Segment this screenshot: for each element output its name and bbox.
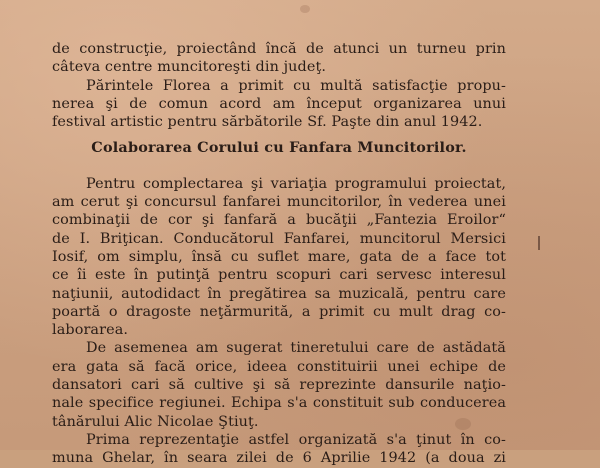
text-line: Pentru complectarea şi variaţia programului proiectat,	[86, 175, 506, 192]
text-line: tânărului Alic Nicolae Ştiuţ.	[52, 413, 259, 430]
text-line: ce îi este în putinţă pentru scopuri cari servesc interesul	[52, 267, 506, 284]
text-line: Prima reprezentaţie astfel organizată s'a ţinut în co-	[86, 431, 506, 448]
paragraph-2	[52, 77, 506, 132]
text-line: de construcţie, proiectând încă de atunci un turneu prin	[52, 41, 506, 57]
paragraph-5	[52, 431, 506, 468]
text-line: poartă o dragoste neţărmurită, a primit cu mult drag co-	[52, 303, 506, 320]
text-line: nale specifice regiunei. Echipa s'a constituit sub conducerea	[52, 395, 506, 412]
margin-pencil-mark	[538, 236, 540, 250]
text-line: combinaţii de cor şi fanfară a bucăţii „Fantezia Eroilor“	[52, 212, 506, 229]
page-text	[52, 40, 506, 468]
text-line: dansatori cari să cultive şi să reprezinte dansurile naţio-	[52, 377, 506, 394]
text-line: câteva centre muncitoreşti din judeţ.	[52, 59, 327, 76]
text-line: nerea şi de comun acord am început organizarea unui	[52, 95, 506, 112]
text-line: Părintele Florea a primit cu multă satisfacţie propu-	[86, 77, 506, 94]
section-heading: Colaborarea Corului cu Fanfara Muncitorilor.	[91, 139, 467, 157]
text-line: De asemenea am sugerat tineretului care de astădată	[86, 340, 506, 357]
text-line: laborarea.	[52, 322, 129, 339]
text-line: am cerut şi concursul fanfarei muncitorilor, în vederea unei	[52, 194, 506, 211]
text-line: naţiunii, autodidact în pregătirea sa muzicală, pentru care	[52, 285, 506, 302]
stain-mark	[300, 5, 310, 13]
text-line: festival artistic pentru sărbătorile Sf. Paşte din anul 1942.	[52, 114, 483, 131]
text-line: Iosif, om simplu, însă cu suflet mare, gata de a face tot	[52, 248, 506, 265]
paragraph-1	[52, 40, 506, 77]
paragraph-4	[52, 339, 506, 430]
paragraph-3	[52, 175, 506, 340]
text-line: de I. Briţican. Conducătorul Fanfarei, muncitorul Mersici	[52, 230, 506, 247]
text-line: era gata să facă orice, ideea constituirii unei echipe de	[52, 358, 506, 375]
text-line: muna Ghelar, în seara zilei de 6 Aprilie 1942 (a doua zi	[52, 450, 506, 467]
